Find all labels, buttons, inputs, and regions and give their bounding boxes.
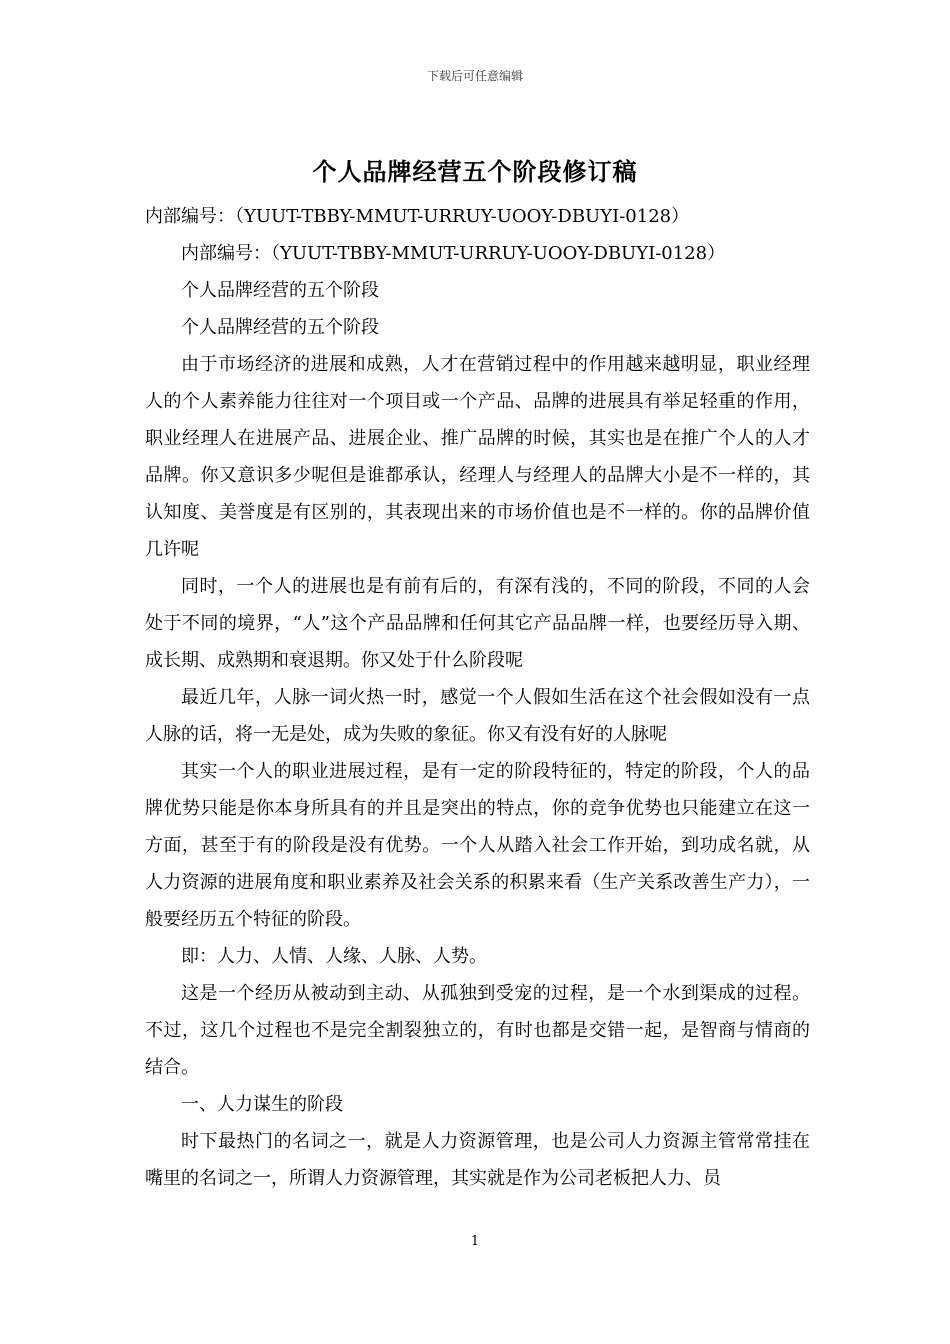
paragraph: 这是一个经历从被动到主动、从孤独到受宠的过程，是一个水到渠成的过程。不过，这几个过程也不是完全割裂独立的，有时也都是交错一起，是智商与情商的结合。 xyxy=(145,983,810,1078)
section-heading: 一、人力谋生的阶段 xyxy=(181,1094,343,1115)
paragraph: 时下最热门的名词之一，就是人力资源管理，也是公司人力资源主管常常挂在嘴里的名词之一，所谓人力资源管理，其实就是作为公司老板把人力、员 xyxy=(145,1131,810,1189)
internal-id-line: 内部编号：（YUUT-TBBY-MMUT-URRUY-UOOY-DBUYI-0128） xyxy=(145,206,690,227)
paragraph: 个人品牌经营的五个阶段 xyxy=(181,280,379,301)
paragraph: 同时，一个人的进展也是有前有后的，有深有浅的，不同的阶段，不同的人会处于不同的境界，“人”这个产品品牌和任何其它产品品牌一样，也要经历导入期、成长期、成熟期和衰退期。你又处于什么阶段呢 xyxy=(145,576,810,671)
paragraph: 个人品牌经营的五个阶段 xyxy=(181,317,379,338)
document-body xyxy=(145,198,810,1197)
paragraph: 即：人力、人情、人缘、人脉、人势。 xyxy=(181,946,487,967)
paragraph: 最近几年，人脉一词火热一时，感觉一个人假如生活在这个社会假如没有一点人脉的话，将一无是处，成为失败的象征。你又有没有好的人脉呢 xyxy=(145,687,810,745)
paragraph: 内部编号：（YUUT-TBBY-MMUT-URRUY-UOOY-DBUYI-0128） xyxy=(181,243,726,264)
document-title: 个人品牌经营五个阶段修订稿 xyxy=(312,157,638,186)
header-note: 下载后可任意编辑 xyxy=(426,69,523,83)
paragraph: 其实一个人的职业进展过程，是有一定的阶段特征的，特定的阶段，个人的品牌优势只能是你本身所具有的并且是突出的特点，你的竞争优势也只能建立在这一方面，甚至于有的阶段是没有优势。一个人从踏入社会工作开始，到功成名就，从人力资源的进展角度和职业素养及社会关系的积累来看（生产关系改善生产力），一般要经历五个特征的阶段。 xyxy=(145,761,810,930)
page-number: 1 xyxy=(470,1234,480,1249)
paragraph: 由于市场经济的进展和成熟，人才在营销过程中的作用越来越明显，职业经理人的个人素养能力往往对一个项目或一个产品、品牌的进展具有举足轻重的作用，职业经理人在进展产品、进展企业、推广品牌的时候，其实也是在推广个人的人才品牌。你又意识多少呢但是谁都承认，经理人与经理人的品牌大小是不一样的，其认知度、美誉度是有区别的，其表现出来的市场价值也是不一样的。你的品牌价值几许呢 xyxy=(145,354,810,560)
